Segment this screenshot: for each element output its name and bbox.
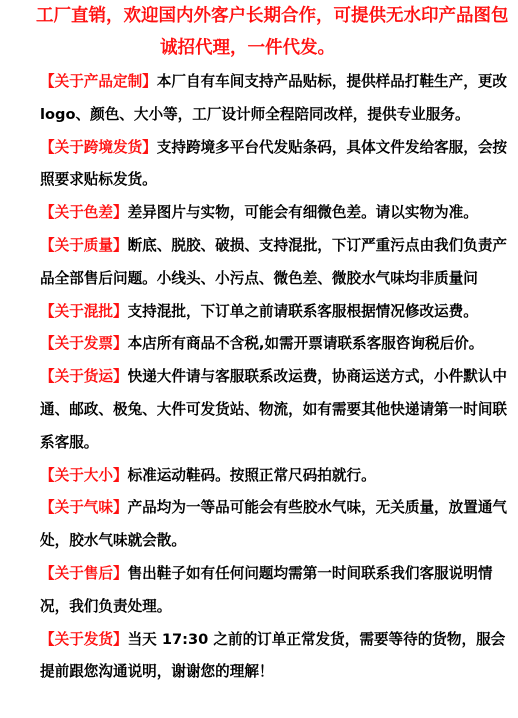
- section-text: 快递大件请与客服联系改运费，协商运送方式，小件默认中通、邮政、极兔、大件可发货站、物流，如有需要其他快递请第一时间联系客服。: [40, 368, 508, 451]
- section-text: 支持混批，下订单之前请联系客服根据情况修改运费。: [127, 302, 478, 320]
- header-line-2: 诚招代理，一件代发。: [160, 38, 335, 58]
- section-shipping: [40, 361, 514, 459]
- section-tag: 【关于跨境发货】: [40, 138, 157, 156]
- section-invoice: [40, 328, 514, 361]
- section-tag: 【关于货运】: [40, 368, 128, 386]
- section-text: 断底、脱胶、破损、支持混批，下订严重污点由我们负责产品全部售后问题。小线头、小污点、微色差、微胶水气味均非质量问: [40, 236, 508, 287]
- section-color: [40, 197, 514, 230]
- section-text: 本店所有商品不含税,如需开票请联系客服咨询税后价。: [127, 335, 484, 353]
- section-tag: 【关于产品定制】: [40, 73, 157, 90]
- section-delivery: [40, 624, 514, 690]
- section-text: 支持跨境多平台代发贴条码，具体文件发给客服，会按照要求贴标发货。: [40, 138, 508, 189]
- section-odor: [40, 492, 514, 558]
- section-tag: 【关于发货】: [40, 630, 128, 648]
- section-customization: [40, 66, 514, 132]
- section-tag: 【关于色差】: [40, 204, 128, 222]
- section-cross-border: [40, 132, 514, 198]
- info-sections: [40, 66, 514, 689]
- section-tag: 【关于大小】: [40, 466, 128, 484]
- section-text: 标准运动鞋码。按照正常尺码拍就行。: [127, 466, 376, 484]
- section-size: [40, 460, 514, 493]
- section-tag: 【关于发票】: [40, 335, 128, 353]
- section-text: 本厂自有车间支持产品贴标，提供样品打鞋生产，更改logo、颜色、大小等，工厂设计师全程陪同改样，提供专业服务。: [40, 73, 508, 123]
- section-tag: 【关于混批】: [40, 302, 128, 320]
- section-text: 当天 17:30 之前的订单正常发货，需要等待的货物，服会提前跟您沟通说明，谢谢您的理解！: [40, 630, 506, 681]
- header: [0, 0, 518, 62]
- section-after-sales: [40, 558, 514, 624]
- header-line-1: 工厂直销，欢迎国内外客户长期合作，可提供无水印产品图包: [36, 6, 509, 26]
- section-quality: [40, 230, 514, 296]
- section-tag: 【关于售后】: [40, 564, 128, 582]
- section-text: 售出鞋子如有任何问题均需第一时间联系我们客服说明情况，我们负责处理。: [40, 564, 493, 615]
- section-text: 差异图片与实物，可能会有细微色差。请以实物为准。: [127, 204, 478, 222]
- section-tag: 【关于气味】: [40, 499, 128, 517]
- section-tag: 【关于质量】: [40, 236, 128, 254]
- section-text: 产品均为一等品可能会有些胶水气味，无关质量，放置通气处，胶水气味就会散。: [40, 499, 508, 550]
- section-mixed-batch: [40, 296, 514, 329]
